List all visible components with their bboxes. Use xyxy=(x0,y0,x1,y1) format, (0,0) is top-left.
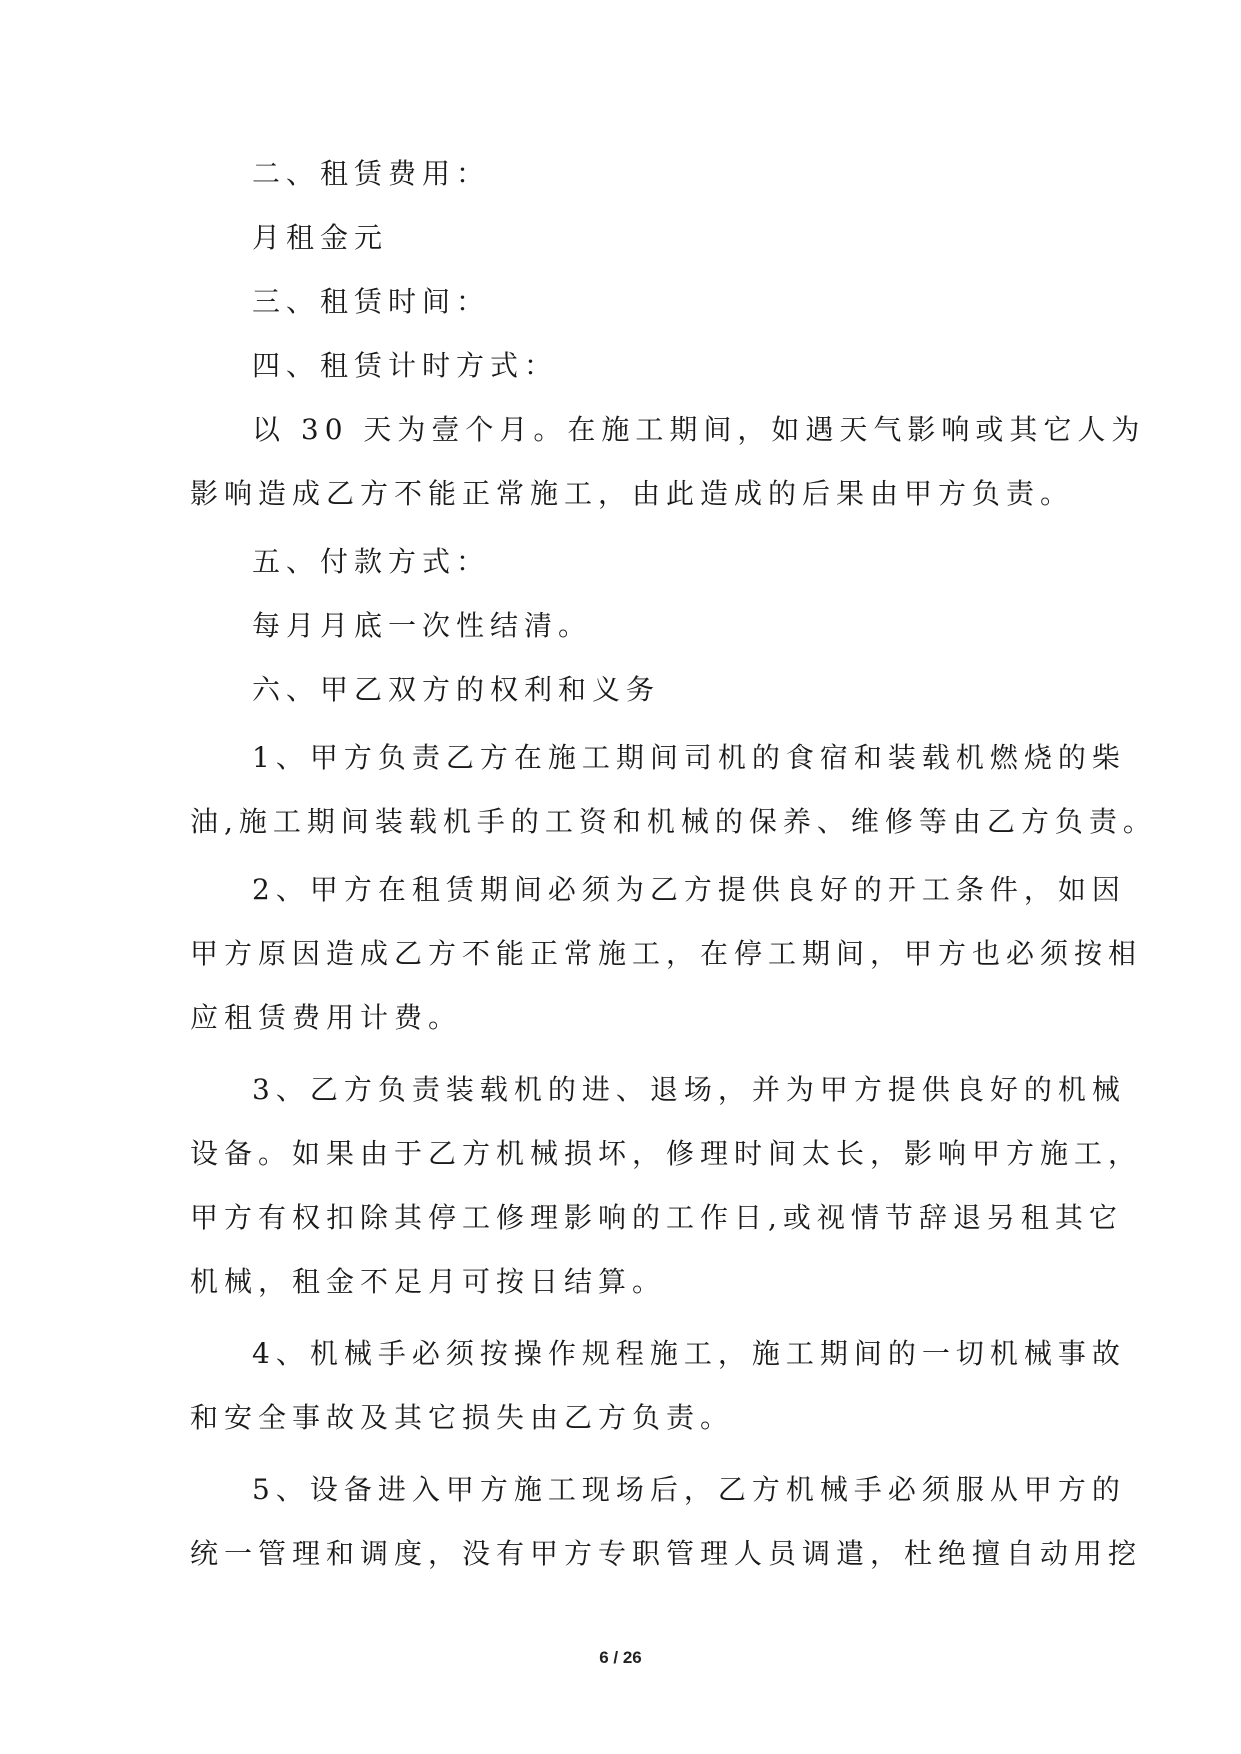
paragraph-line: 月租金元 xyxy=(252,221,389,254)
paragraph-line: 甲方有权扣除其停工修理影响的工作日,或视情节辞退另租其它 xyxy=(190,1201,1123,1234)
section-heading-rental-time: 三、租赁时间： xyxy=(252,285,491,318)
paragraph-line: 以 30 天为壹个月。在施工期间，如遇天气影响或其它人为 xyxy=(252,413,1146,446)
paragraph-line: 油,施工期间装载机手的工资和机械的保养、维修等由乙方负责。 xyxy=(190,805,1157,838)
paragraph-line: 4、机械手必须按操作规程施工，施工期间的一切机械事故 xyxy=(252,1337,1126,1370)
paragraph-line: 设备。如果由于乙方机械损坏，修理时间太长，影响甲方施工， xyxy=(190,1137,1143,1170)
paragraph-line: 应租赁费用计费。 xyxy=(190,1001,463,1034)
paragraph-line: 机械，租金不足月可按日结算。 xyxy=(190,1265,667,1298)
paragraph-line: 影响造成乙方不能正常施工，由此造成的后果由甲方负责。 xyxy=(190,477,1075,510)
section-heading-rental-fee: 二、租赁费用： xyxy=(252,157,491,190)
section-heading-payment: 五、付款方式： xyxy=(252,545,491,578)
paragraph-line: 2、甲方在租赁期间必须为乙方提供良好的开工条件，如因 xyxy=(252,873,1126,906)
paragraph-line: 1、甲方负责乙方在施工期间司机的食宿和装载机燃烧的柴 xyxy=(252,741,1126,774)
section-heading-rights-obligations: 六、甲乙双方的权利和义务 xyxy=(252,673,661,706)
section-heading-timing-method: 四、租赁计时方式： xyxy=(252,349,559,382)
paragraph-line: 3、乙方负责装载机的进、退场，并为甲方提供良好的机械 xyxy=(252,1073,1126,1106)
paragraph-line: 甲方原因造成乙方不能正常施工，在停工期间，甲方也必须按相 xyxy=(190,937,1143,970)
paragraph-line: 每月月底一次性结清。 xyxy=(252,609,593,642)
paragraph-line: 5、设备进入甲方施工现场后，乙方机械手必须服从甲方的 xyxy=(252,1473,1126,1506)
paragraph-line: 统一管理和调度，没有甲方专职管理人员调遣，杜绝擅自动用挖 xyxy=(190,1537,1143,1570)
document-body xyxy=(190,154,1157,1574)
page-number: 6 / 26 xyxy=(599,1648,642,1667)
paragraph-line: 和安全事故及其它损失由乙方负责。 xyxy=(190,1401,735,1434)
